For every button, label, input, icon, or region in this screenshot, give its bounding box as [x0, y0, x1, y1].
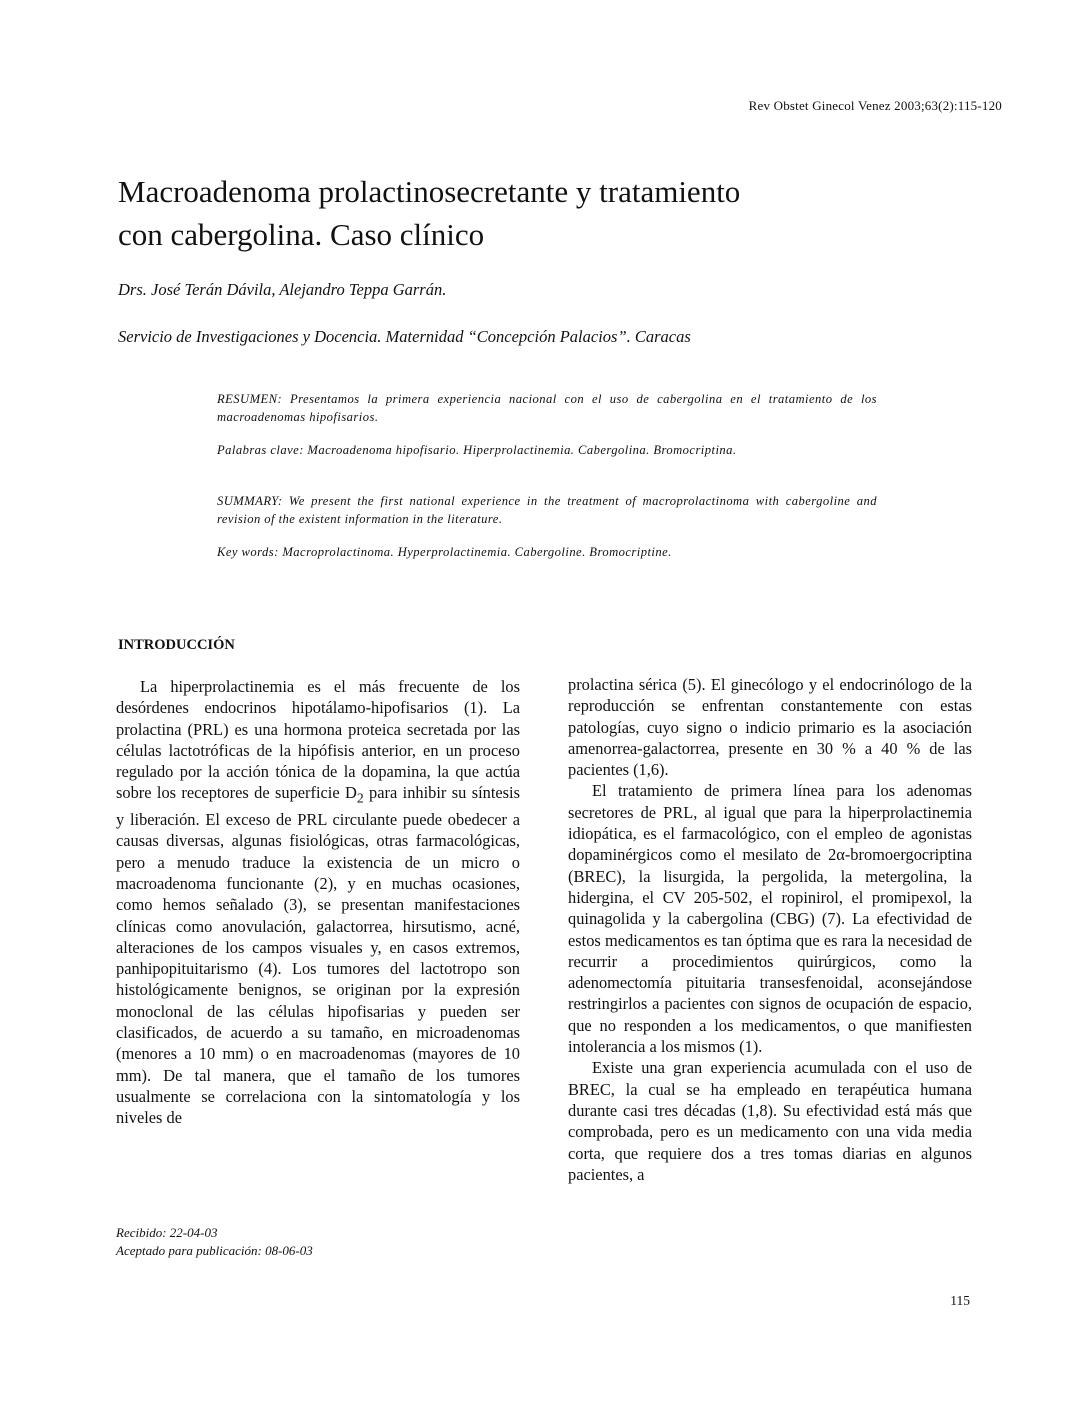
authors: Drs. José Terán Dávila, Alejandro Teppa Garrán. — [118, 280, 447, 299]
paragraph-text: La hiperprolactinemia es el más frecuente de los desórdenes endocrinos hipotálamo-hipofisarios (1). La prolactina (PRL) es una hormona proteica secretada por las células lactotróficas de la hipófisis anterior, en un proceso regulado por la acción tónica de la dopamina, la que actúa sobre los receptores de superficie D — [116, 677, 520, 803]
key-words: Key words: Macroprolactinoma. Hyperprolactinemia. Cabergoline. Bromocriptine. — [217, 545, 672, 559]
received-date: Recibido: 22-04-03 — [116, 1225, 218, 1240]
palabras-clave: Palabras clave: Macroadenoma hipofisario. Hiperprolactinemia. Cabergolina. Bromocriptina. — [217, 443, 737, 457]
right-column — [568, 674, 972, 1185]
paragraph — [116, 676, 520, 1129]
article-title — [118, 170, 918, 256]
title-line-1: Macroadenoma prolactinosecretante y tratamiento — [118, 174, 741, 209]
affiliation: Servicio de Investigaciones y Docencia. Maternidad “Concepción Palacios”. Caracas — [118, 327, 691, 346]
paragraph: Existe una gran experiencia acumulada con el uso de BREC, la cual se ha empleado en terapéutica humana durante casi tres décadas (1,8). Su efectividad está más que comprobada, pero es un medicamento con una vida media corta, que requiere dos a tres tomas diarias en algunos pacientes, a — [568, 1058, 972, 1184]
paragraph-text: para inhibir su síntesis y liberación. El exceso de PRL circulante puede obedecer a causas diversas, algunas fisiológicas, otras farmacológicas, pero a menudo traduce la existencia de un micro o macroadenoma funcionante (2), y en muchas ocasiones, como hemos señalado (3), se presentan manifestaciones clínicas como anovulación, galactorrea, hirsutismo, acné, alteraciones de los campos visuales y, en casos extremos, panhipopituitarismo (4). Los tumores del lactotropo son histológicamente benignos, se originan por la expresión monoclonal de las células hipofisarias y pueden ser clasificados, de acuerdo a su tamaño, en microadenomas (menores a 10 mm) o en macroadenomas (mayores de 10 mm). De tal manera, que el tamaño de los tumores usualmente se correlaciona con la sintomatología y los niveles de — [116, 783, 520, 1128]
received-dates — [116, 1224, 313, 1260]
paragraph: El tratamiento de primera línea para los adenomas secretores de PRL, al igual que para la hiperprolactinemia idiopática, es el farmacológico, con el empleo de agonistas dopaminérgicos como el mesilato de 2α-bromoergocriptina (BREC), la lisurgida, la pergolida, la metergolina, la hidergina, el CV 205-502, el ropinirol, el promipexol, la quinagolida y la cabergolina (CBG) (7). La efectividad de estos medicamentos es tan óptima que es rara la necesidad de recurrir a procedimientos quirúrgicos, como la adenomectomía pituitaria transesfenoidal, aconsejándose restringirlos a pacientes con signos de ocupación de espacio, que no responden a los medicamentos, o que manifiesten intolerancia a los mismos (1). — [568, 781, 972, 1057]
title-line-2: con cabergolina. Caso clínico — [118, 217, 485, 252]
journal-reference: Rev Obstet Ginecol Venez 2003;63(2):115-120 — [748, 98, 1002, 113]
accepted-date: Aceptado para publicación: 08-06-03 — [116, 1243, 313, 1258]
left-column — [116, 676, 520, 1129]
abstract-summary: SUMMARY: We present the first national experience in the treatment of macroprolactinoma with cabergoline and revision of the existent information in the literature. — [217, 494, 877, 526]
section-heading: INTRODUCCIÓN — [118, 637, 235, 653]
subscript: 2 — [356, 790, 364, 806]
paragraph: prolactina sérica (5). El ginecólogo y el endocrinólogo de la reproducción se enfrentan constantemente con estas patologías, cuyo signo o indicio primario es la asociación amenorrea-galactorrea, presente en 30 % a 40 % de las pacientes (1,6). — [568, 675, 972, 780]
abstract-resumen: RESUMEN: Presentamos la primera experiencia nacional con el uso de cabergolina en el tratamiento de los macroadenomas hipofisarios. — [217, 392, 877, 424]
page-number: 115 — [950, 1293, 970, 1308]
